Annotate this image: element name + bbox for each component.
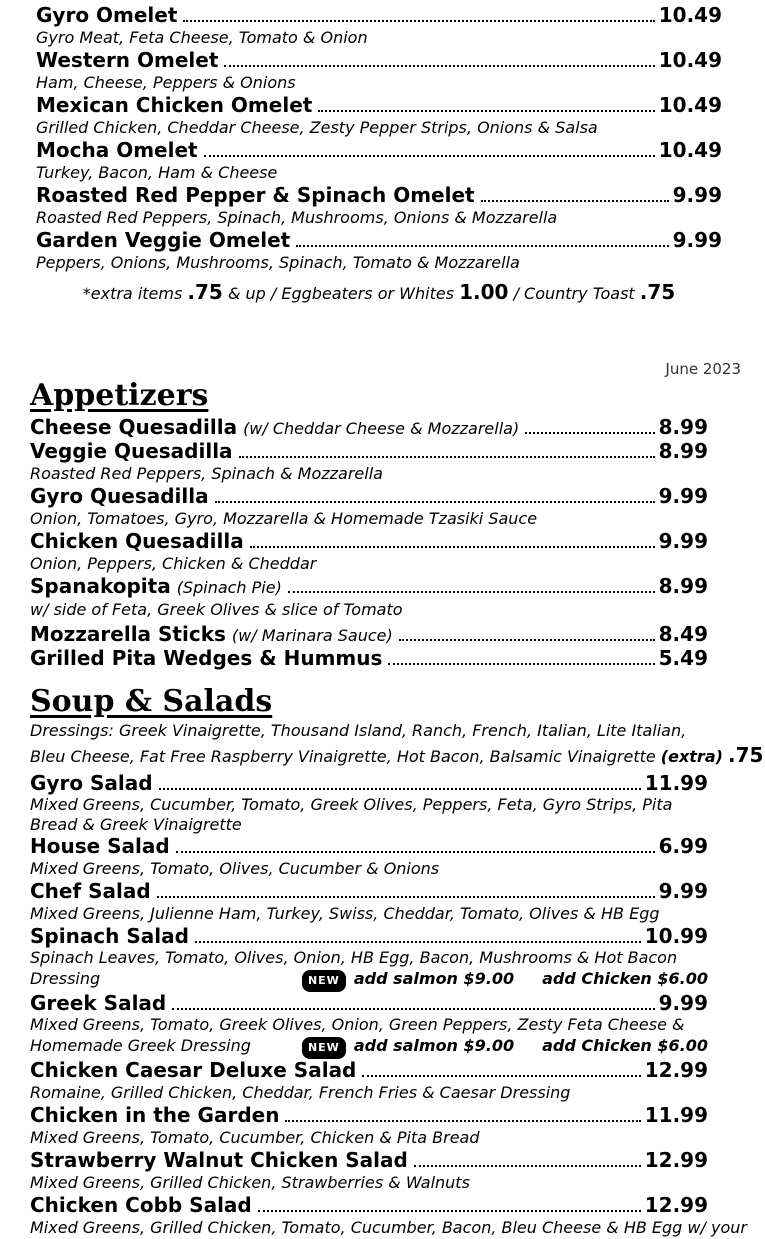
item-price: 10.99	[644, 924, 708, 948]
salads-section	[30, 684, 764, 1239]
item-price: 12.99	[644, 1058, 708, 1082]
item-description: Mixed Greens, Grilled Chicken, Strawberries & Walnuts	[30, 1173, 470, 1192]
item-price: 10.49	[658, 3, 722, 27]
item-price: 12.99	[644, 1148, 708, 1172]
item-description: Mixed Greens, Julienne Ham, Turkey, Swiss, Cheddar, Tomato, Olives & HB Egg	[30, 904, 660, 923]
item-description: Onion, Peppers, Chicken & Cheddar	[30, 554, 317, 573]
item-description: Gyro Meat, Feta Cheese, Tomato & Onion	[36, 28, 368, 47]
item-description: Mixed Greens, Tomato, Cucumber, Chicken & Pita Bread	[30, 1128, 480, 1147]
menu-item	[30, 772, 708, 835]
item-description: w/ side of Feta, Greek Olives & slice of Tomato	[30, 600, 403, 619]
menu-item	[30, 835, 708, 880]
item-description: Grilled Chicken, Cheddar Cheese, Zesty Pepper Strips, Onions & Salsa	[36, 118, 598, 137]
item-price: 10.49	[658, 138, 722, 162]
item-price: 9.99	[672, 183, 722, 207]
item-name: Cheese Quesadilla	[30, 415, 238, 439]
menu-item	[36, 4, 722, 49]
item-description: Roasted Red Peppers, Spinach & Mozzarella	[30, 464, 383, 483]
menu-item	[36, 139, 722, 184]
menu-item	[36, 184, 722, 229]
item-price: 11.99	[644, 1103, 708, 1127]
item-description: Mixed Greens, Tomato, Olives, Cucumber & Onions	[30, 859, 440, 878]
new-badge: NEW	[302, 970, 346, 992]
menu-date: June 2023	[665, 360, 741, 378]
section-heading: Appetizers	[30, 378, 209, 413]
menu-item	[30, 1149, 708, 1194]
item-name: Garden Veggie Omelet	[36, 228, 291, 252]
item-addons: Homemade Greek Dressing NEW add salmon $9.00 add Chicken $6.00	[30, 1035, 708, 1059]
item-note: (w/ Cheddar Cheese & Mozzarella)	[243, 419, 520, 438]
item-name: Gyro Salad	[30, 771, 153, 795]
menu-item	[30, 1193, 747, 1239]
menu-item	[36, 49, 722, 94]
dressings-list-cont: Bleu Cheese, Fat Free Raspberry Vinaigrette, Hot Bacon, Balsamic Vinaigrette (extra) .75	[30, 743, 764, 767]
menu-item	[30, 485, 708, 530]
item-name: Gyro Quesadilla	[30, 484, 209, 508]
item-price: 10.49	[658, 48, 722, 72]
item-note: (w/ Marinara Sauce)	[231, 626, 393, 645]
menu-item	[30, 647, 708, 670]
menu-item	[30, 880, 708, 925]
item-price: 11.99	[644, 771, 708, 795]
menu-item	[30, 925, 708, 992]
item-addons: Dressing NEW add salmon $9.00 add Chicken $6.00	[30, 968, 708, 992]
menu-item	[30, 1059, 708, 1104]
item-description: Onion, Tomatoes, Gyro, Mozzarella & Homemade Tzasiki Sauce	[30, 509, 538, 528]
menu-item	[30, 416, 708, 440]
item-name: Chef Salad	[30, 879, 151, 903]
item-name: Spanakopita	[30, 574, 171, 598]
item-price: 9.99	[658, 879, 708, 903]
item-price: 8.99	[658, 415, 708, 439]
item-name: Strawberry Walnut Chicken Salad	[30, 1148, 408, 1172]
item-name: Grilled Pita Wedges & Hummus	[30, 646, 383, 670]
menu-item	[36, 229, 722, 274]
item-price: 6.99	[658, 834, 708, 858]
item-price: 8.99	[658, 439, 708, 463]
item-name: Chicken Quesadilla	[30, 529, 244, 553]
item-name: Mexican Chicken Omelet	[36, 93, 313, 117]
item-description: Mixed Greens, Cucumber, Tomato, Greek Olives, Peppers, Feta, Gyro Strips, Pita Bread & Greek Vinaigrette	[30, 795, 673, 834]
item-price: 5.49	[658, 646, 708, 670]
new-badge: NEW	[302, 1037, 346, 1059]
menu-item	[30, 1104, 708, 1149]
item-name: Roasted Red Pepper & Spinach Omelet	[36, 183, 475, 207]
item-description: Mixed Greens, Tomato, Greek Olives, Onion, Green Peppers, Zesty Feta Cheese &	[30, 1015, 685, 1034]
item-name: Chicken Cobb Salad	[30, 1193, 252, 1217]
item-price: 8.99	[658, 574, 708, 598]
item-description: Turkey, Bacon, Ham & Cheese	[36, 163, 278, 182]
item-name: Gyro Omelet	[36, 3, 178, 27]
item-name: Greek Salad	[30, 991, 167, 1015]
item-name: Veggie Quesadilla	[30, 439, 233, 463]
item-name: Mozzarella Sticks	[30, 622, 226, 646]
item-price: 9.99	[658, 991, 708, 1015]
item-description: Ham, Cheese, Peppers & Onions	[36, 73, 296, 92]
item-description: Mixed Greens, Grilled Chicken, Tomato, Cucumber, Bacon, Bleu Cheese & HB Egg w/ your	[30, 1218, 747, 1237]
item-name: Chicken in the Garden	[30, 1103, 280, 1127]
item-name: Mocha Omelet	[36, 138, 198, 162]
item-description: Romaine, Grilled Chicken, Cheddar, French Fries & Caesar Dressing	[30, 1083, 571, 1102]
item-note: (Spinach Pie)	[176, 578, 282, 597]
item-price: 10.49	[658, 93, 722, 117]
item-name: Spinach Salad	[30, 924, 189, 948]
item-name: Western Omelet	[36, 48, 219, 72]
item-price: 9.99	[672, 228, 722, 252]
item-price: 9.99	[658, 484, 708, 508]
item-price: 12.99	[644, 1193, 708, 1217]
menu-item	[30, 575, 708, 621]
item-description: Peppers, Onions, Mushrooms, Spinach, Tomato & Mozzarella	[36, 253, 520, 272]
item-description: Spinach Leaves, Tomato, Olives, Onion, HB Egg, Bacon, Mushrooms & Hot Bacon	[30, 948, 678, 967]
menu-item	[36, 94, 722, 139]
menu-item	[30, 530, 708, 575]
omelet-footnote: *extra items .75 & up / Eggbeaters or Whites 1.00 / Country Toast .75	[82, 280, 676, 304]
item-name: Chicken Caesar Deluxe Salad	[30, 1058, 357, 1082]
item-name: House Salad	[30, 834, 170, 858]
menu-item	[30, 992, 708, 1059]
section-heading: Soup & Salads	[30, 684, 273, 719]
item-price: 9.99	[658, 529, 708, 553]
omelet-section	[36, 4, 722, 304]
appetizers-section	[30, 378, 708, 670]
dressings-list: Dressings: Greek Vinaigrette, Thousand Island, Ranch, French, Italian, Lite Italian,	[30, 721, 687, 740]
menu-item	[30, 623, 708, 647]
menu-item	[30, 440, 708, 485]
item-description: Roasted Red Peppers, Spinach, Mushrooms, Onions & Mozzarella	[36, 208, 558, 227]
item-price: 8.49	[658, 622, 708, 646]
